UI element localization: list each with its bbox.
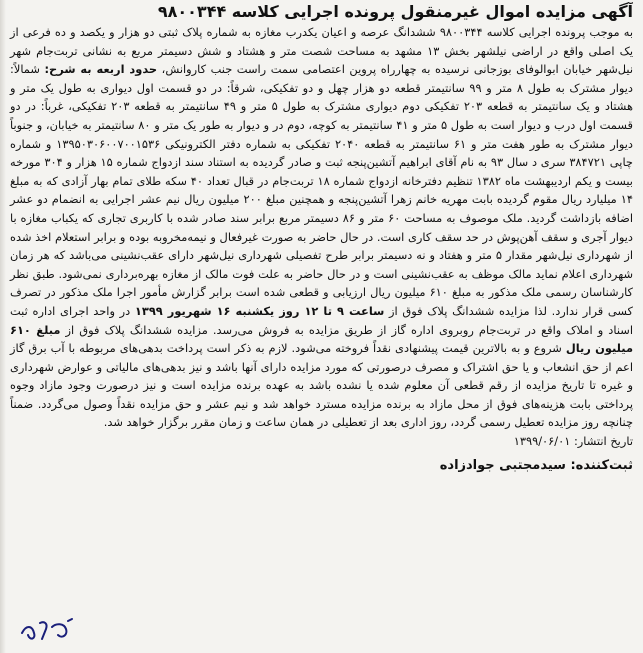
boundaries-and-valuation: شمالاً: دیوار مشترک به طول ۸ متر و ۹۹ سانتیمتر قطعه دو هزار چهل و دو تفکیکی، شرقاً: در دو قسمت اول دیواری به طول یک متر و هشتاد و یک سانتیمتر به قطعه ۲۰۳ تفکیکی دوم دیواری مشترک به طول ۵ متر و ۴۹ سانتیمتر به قطعه ۲۰۳ تفکیکی، غرباً: در دو قسمت اول درب و دیوار است به طول ۵ متر و ۴۱ سانتیمتر به کوچه، دوم در و دیوار به طور یک متر و ۸۰ سانتیمتر به خیابان، و جنوباً دیوار مشترک به طور هفت متر و ۶۱ سانتیمتر به قطعه ۲۰۴۰ تفکیکی به شماره دفتر الکترونیکی ۱۳۹۵۰۳۰۶۰۰۷۰۰۱۵۳۶ و شماره چاپی ۳۸۴۷۲۱ سری د سال ۹۳ به نام آقای ابراهیم آتشین‌پنجه ثبت و صادر گردیده به استناد سند ازدواج شماره ۱۵ هزار و ۳۰۴ مورخه بیست و یکم اردیبهشت ماه ۱۳۸۲ تنظیم دفترخانه ازدواج شماره ۱۸ تربت‌جام در قبال تعداد ۴۰ سکه طلای تمام بهار آزادی که به مبلغ ۱۴ میلیارد ریال مقوم گردیده بابت مهریه خانم زهرا آتشین‌پنجه و همچنین مبلغ ۲۰۰ میلیون ریال نیم عشر اجرایی به انضمام دو عشر اضافه بازداشت گردید. ملک موصوف به مساحت ۶۰ متر و ۸۶ دسیمتر مربع برابر سند صادر شده با کاربری تجاری که یکباب مغازه با دیوار آجری و سقف آهن‌پوش در حد سقف کاری است. در حال حاضر به صورت غیرفعال و نیمه‌مخروبه بوده و برابر استعلام اخذ شده از شهرداری نیل‌شهر مقدار ۵ متر و هفتاد و نه دسیمتر برابر طرح تفصیلی شهرداری نیل‌شهر دارای عقب‌نشینی می‌باشد که هر زمان شهرداری اعلام نماید مالک موظف به عقب‌نشینی است و در حال حاضر به علت فوت مالک از مغازه بهره‌برداری نمی‌شود. طبق نظر کارشناسان رسمی ملک مذکور به مبلغ ۶۱۰ میلیون ریال ارزیابی و قطعی شده است برابر گزارش مأمور اجرا ملک مذکور در تصرف کسی قرار ندارد. لذا مزایده ششدانگ پلاک فوق از xyxy=(10,62,634,318)
handwritten-mark-icon xyxy=(18,615,76,645)
notice-body xyxy=(10,23,633,432)
starting-price: مبلغ ۶۱۰ میلیون ریال xyxy=(10,322,633,356)
page-shadow xyxy=(0,0,6,653)
property-description: به موجب پرونده اجرایی کلاسه ۹۸۰۰۳۴۴ ششدانگ عرصه و اعیان یکدرب مغازه به شماره پلاک ثبتی دو هزار و یکصد و ده فرعی از یک اصلی واقع در اراضی نیلشهر بخش ۱۳ مشهد به مساحت شصت متر و هشتاد و شش دسیمتر مربع به نشانی تربت‌جام شهر نیل‌شهر خیابان ابوالوفای بوزجانی نرسیده به چهارراه پروین اعتصامی سمت راست جنب کاروانش، xyxy=(10,25,633,77)
publish-date: تاریخ انتشار: ۱۳۹۹/۰۶/۰۱ xyxy=(513,434,633,449)
auction-time: ساعت ۹ تا ۱۲ روز یکشنبه ۱۶ شهریور ۱۳۹۹ xyxy=(134,303,385,318)
auction-terms: شروع و به بالاترین قیمت پیشنهادی نقداً فروخته می‌شود. لازم به ذکر است پرداخت بدهی‌های مربوطه با آب برق گاز اعم از حق انشعاب و یا حق اشتراک و مصرف درصورتی که مورد مزایده دارای آنها باشد و نیز بدهی‌های مالیاتی و عوارض شهرداری و غیره تا تاریخ مزایده از رقم قطعی آن معلوم شده یا نشده باشد به عهده برنده مزایده است و نیز درصورت وجود مازاد وجوه پرداختی بابت هزینه‌های فوق از محل مازاد به برنده مزایده مسترد خواهد شد و نیم عشر و حق مزایده نقداً وصول می‌گردد. ضمناً چنانچه روز مزایده تعطیل رسمی گردد، روز اداری بعد از تعطیلی در همان ساعت و زمان مقرر برگزار خواهد شد. xyxy=(10,341,633,430)
notice-title: آگهی مزایده اموال غیرمنقول پرونده اجرایی کلاسه ۹۸۰۰۳۴۴ xyxy=(157,2,633,21)
auction-location: در واحد اجرای اداره ثبت اسناد و املاک واقع در تربت‌جام روبروی اداره گاز از طریق مزایده به فروش می‌رسد. مزایده ششدانگ پلاک فوق از xyxy=(10,303,633,337)
registrar-signature: ثبت‌کننده: سیدمجتبی جوادزاده xyxy=(439,457,633,473)
boundaries-heading: حدود اربعه به شرح: xyxy=(44,62,158,77)
